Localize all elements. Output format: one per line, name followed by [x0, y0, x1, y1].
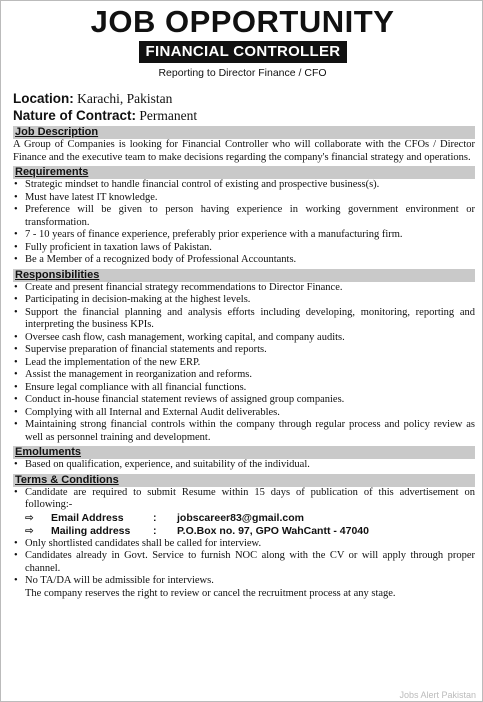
responsibilities-list — [13, 282, 475, 445]
terms-list — [13, 538, 475, 588]
contract-value: Permanent — [139, 108, 198, 123]
section-heading-requirements: Requirements — [13, 166, 475, 179]
bullet-icon: • — [14, 381, 18, 393]
bullet-icon: • — [14, 419, 18, 430]
list-item — [13, 294, 475, 307]
list-item-text: Create and present financial strategy recommendations to Director Finance. — [25, 281, 343, 293]
position-title: FINANCIAL CONTROLLER — [139, 41, 347, 63]
bullet-icon: • — [14, 459, 18, 470]
list-item-text: Participating in decision-making at the highest levels. — [25, 294, 251, 305]
bullet-icon: • — [14, 394, 18, 405]
location-row — [13, 90, 475, 107]
list-item — [13, 575, 475, 588]
email-colon: : — [153, 511, 157, 524]
reporting-line: Reporting to Director Finance / CFO — [158, 67, 327, 79]
terms-first-item: Candidate are required to submit Resume within 15 days of publication of this advertisement on following:- — [25, 486, 475, 510]
list-item — [13, 307, 475, 332]
bullet-icon: • — [14, 550, 18, 561]
list-item — [13, 419, 475, 444]
list-item-text: Complying with all Internal and External Audit deliverables. — [25, 406, 280, 418]
list-item — [13, 229, 475, 242]
list-item — [13, 382, 475, 395]
requirements-list — [13, 179, 475, 267]
list-item-text: Maintaining strong financial controls within the company through regular process and policy review as well as personnel training and development. — [25, 419, 475, 443]
bullet-icon: • — [14, 179, 18, 190]
list-item-text: Candidates already in Govt. Service to furnish NOC along with the CV or will apply through proper channel. — [25, 550, 475, 574]
list-item — [13, 550, 475, 575]
list-item — [13, 242, 475, 255]
bullet-icon: • — [14, 331, 18, 343]
list-item — [13, 487, 475, 512]
contract-row — [13, 107, 475, 124]
list-item-text: 7 - 10 years of finance experience, preferably prior experience with a manufacturing firm. — [25, 229, 403, 240]
email-row — [13, 512, 475, 525]
email-label: Email Address — [51, 511, 124, 524]
location-value: Karachi, Pakistan — [77, 91, 173, 106]
list-item-text: Support the financial planning and analysis efforts including developing, monitoring, reporting and interpreting the business KPIs. — [25, 306, 475, 330]
job-description-text: A Group of Companies is looking for Financial Controller who will collaborate with the CFOs / Director Finance and the executive team to make decisions regarding the company's financial strategy and operations. — [13, 139, 475, 163]
bullet-icon: • — [14, 204, 18, 215]
email-link[interactable]: jobscareer83@gmail.com — [177, 511, 304, 524]
bullet-icon: • — [14, 254, 18, 265]
terms-first-list — [13, 487, 475, 512]
bullet-icon: • — [14, 344, 18, 355]
bullet-icon: • — [14, 406, 18, 418]
bullet-icon: • — [14, 281, 18, 293]
bullet-icon: • — [14, 229, 18, 240]
list-item-text: Be a Member of a recognized body of Professional Accountants. — [25, 254, 297, 265]
list-item — [13, 192, 475, 205]
list-item-text: Conduct in-house financial statement reviews of assigned group companies. — [25, 394, 345, 405]
emoluments-list — [13, 459, 475, 472]
section-heading-job-description: Job Description — [13, 126, 475, 139]
list-item — [13, 332, 475, 345]
list-item-text: No TA/DA will be admissible for interviews. — [25, 575, 214, 586]
list-item — [13, 254, 475, 267]
section-heading-responsibilities: Responsibilities — [13, 269, 475, 282]
location-label: Location: — [13, 91, 74, 106]
list-item-text: Strategic mindset to handle financial control of existing and prospective business(s). — [25, 179, 380, 190]
page-title: JOB OPPORTUNITY — [90, 4, 395, 39]
list-item-text: Must have latest IT knowledge. — [25, 191, 158, 203]
list-item-text: Only shortlisted candidates shall be called for interview. — [25, 537, 262, 549]
bullet-icon: • — [14, 191, 18, 203]
list-item-text: Assist the management in reorganization and reforms. — [25, 369, 252, 380]
bullet-icon: • — [14, 306, 18, 318]
arrow-right-icon: ⇨ — [25, 511, 34, 524]
section-heading-emoluments: Emoluments — [13, 446, 475, 459]
arrow-right-icon: ⇨ — [25, 524, 34, 537]
list-item — [13, 459, 475, 472]
mailing-address: P.O.Box no. 97, GPO WahCantt - 47040 — [177, 524, 369, 537]
list-item — [13, 407, 475, 420]
mailing-label: Mailing address — [51, 524, 131, 537]
bullet-icon: • — [14, 486, 18, 498]
list-item-text: Preference will be given to person having experience in working government environment or transformation. — [25, 204, 475, 228]
list-item — [13, 538, 475, 551]
closing-note: The company reserves the right to review or cancel the recruitment process at any stage. — [25, 587, 396, 599]
list-item — [13, 344, 475, 357]
bullet-icon: • — [14, 369, 18, 380]
ad-content — [13, 90, 475, 600]
bullet-icon: • — [14, 537, 18, 549]
bullet-icon: • — [14, 575, 18, 586]
list-item-text: Ensure legal compliance with all financial functions. — [25, 381, 247, 393]
list-item — [13, 179, 475, 192]
list-item — [13, 204, 475, 229]
list-item-text: Lead the implementation of the new ERP. — [25, 356, 201, 368]
list-item — [13, 394, 475, 407]
contract-label: Nature of Contract: — [13, 108, 137, 123]
watermark: Jobs Alert Pakistan — [399, 690, 476, 700]
list-item-text: Supervise preparation of financial statements and reports. — [25, 344, 267, 355]
mailing-row — [13, 525, 475, 538]
list-item-text: Based on qualification, experience, and suitability of the individual. — [25, 459, 310, 470]
list-item — [13, 282, 475, 295]
list-item-text: Fully proficient in taxation laws of Pakistan. — [25, 241, 212, 253]
bullet-icon: • — [14, 294, 18, 305]
list-item — [13, 369, 475, 382]
mailing-colon: : — [153, 524, 157, 537]
bullet-icon: • — [14, 356, 18, 368]
bullet-icon: • — [14, 241, 18, 253]
list-item — [13, 357, 475, 370]
section-heading-terms: Terms & Conditions — [13, 474, 475, 487]
list-item-text: Oversee cash flow, cash management, working capital, and company audits. — [25, 331, 345, 343]
